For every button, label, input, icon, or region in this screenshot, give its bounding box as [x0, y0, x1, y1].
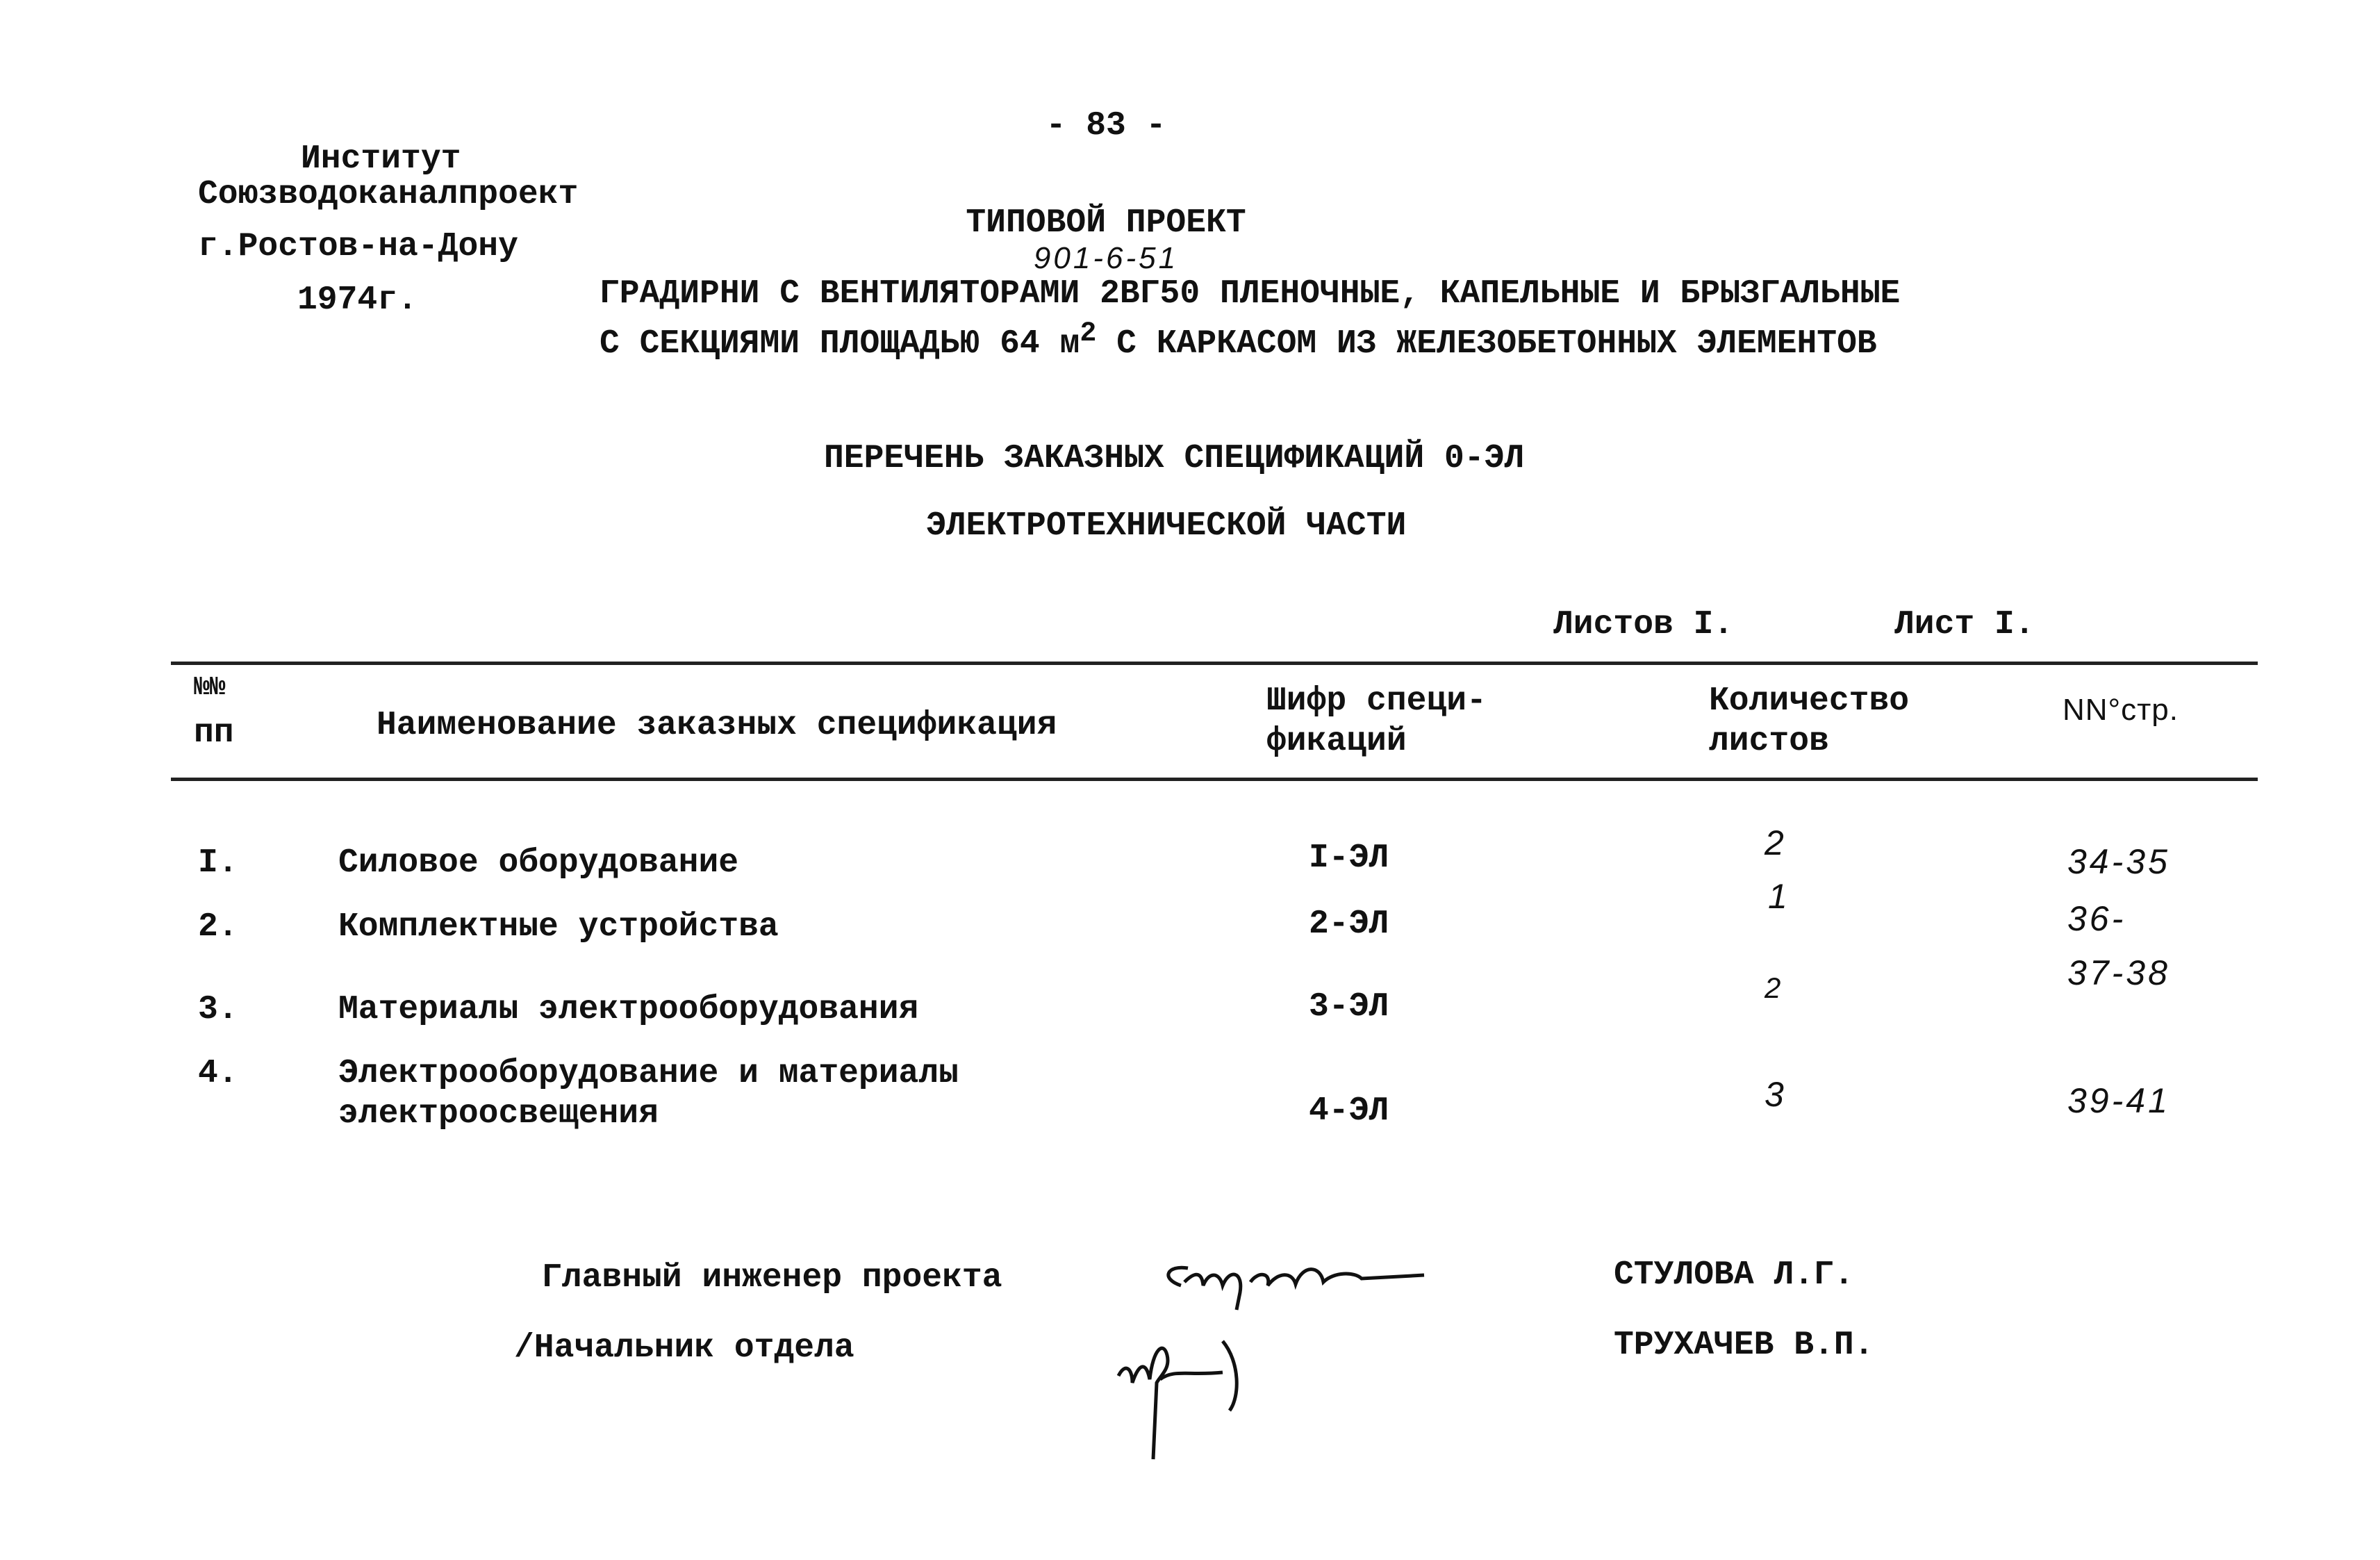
institute-label: Институт	[301, 140, 461, 178]
chief-engineer-name: СТУЛОВА Л.Г.	[1614, 1256, 1854, 1294]
row-qty: 2	[1765, 823, 1787, 862]
sheets-total: Листов I.	[1553, 606, 1734, 643]
row-name: Силовое оборудование	[338, 844, 739, 882]
header-num-2: пп	[194, 714, 234, 752]
row-num: I.	[198, 844, 238, 882]
row-qty: 1	[1768, 877, 1790, 916]
signature-chief-engineer	[1153, 1244, 1445, 1320]
header-num-1: №№	[194, 673, 226, 703]
sheet-number: Лист I.	[1894, 606, 2035, 643]
row-name: Материалы электрооборудования	[338, 991, 919, 1028]
header-qty-1: Количество	[1709, 682, 1910, 720]
table-top-rule	[171, 662, 2258, 665]
row-pages: 37-38	[2067, 953, 2170, 992]
page-number: - 83 -	[1046, 107, 1166, 145]
row-code: 4-ЭЛ	[1309, 1092, 1389, 1130]
row-pages: 34-35	[2067, 842, 2170, 881]
table-header-rule	[171, 778, 2258, 781]
institute-year: 1974г.	[297, 281, 418, 319]
project-title-line2: С СЕКЦИЯМИ ПЛОЩАДЬЮ 64 $м^2$ С КАРКАСОМ ИЗ ЖЕЛЕЗОБЕТОННЫХ ЭЛЕМЕНТОВ	[600, 318, 1877, 363]
row-name: Комплектные устройства	[338, 908, 779, 946]
header-pages: NN°стр.	[2063, 693, 2179, 727]
header-qty-2: листов	[1709, 723, 1829, 760]
row-code: 2-ЭЛ	[1309, 905, 1389, 943]
institute-name: Союзводоканалпроект	[198, 176, 579, 213]
heading-line2: ЭЛЕКТРОТЕХНИЧЕСКОЙ ЧАСТИ	[926, 507, 1407, 545]
institute-city: г.Ростов-на-Дону	[198, 228, 518, 265]
department-head-name: ТРУХАЧЕВ В.П.	[1614, 1327, 1874, 1364]
header-code-1: Шифр специ-	[1266, 682, 1487, 720]
row-qty: 2	[1765, 971, 1784, 1004]
row-name: Электрооборудование и материалы	[338, 1055, 959, 1092]
chief-engineer-role: Главный инженер проекта	[542, 1259, 1002, 1297]
header-name: Наименование заказных спецификация	[377, 707, 1057, 744]
row-pages: 36-	[2067, 899, 2126, 938]
heading-line1: ПЕРЕЧЕНЬ ЗАКАЗНЫХ СПЕЦИФИКАЦИЙ 0-ЭЛ	[824, 440, 1525, 477]
row-pages: 39-41	[2067, 1081, 2170, 1120]
row-num: 4.	[198, 1055, 238, 1092]
department-head-role: /Начальник отдела	[514, 1329, 854, 1367]
header-code-2: фикаций	[1266, 723, 1407, 760]
signature-department-head	[1112, 1320, 1250, 1459]
project-title-line1: ГРАДИРНИ С ВЕНТИЛЯТОРАМИ 2ВГ50 ПЛЕНОЧНЫЕ, КАПЕЛЬНЫЕ И БРЫЗГАЛЬНЫЕ	[600, 275, 1901, 313]
project-label: ТИПОВОЙ ПРОЕКТ	[966, 204, 1246, 242]
row-num: 3.	[198, 991, 238, 1028]
row-num: 2.	[198, 908, 238, 946]
row-code: I-ЭЛ	[1309, 839, 1389, 877]
row-code: 3-ЭЛ	[1309, 988, 1389, 1026]
row-name-cont: электроосвещения	[338, 1095, 659, 1133]
row-qty: 3	[1765, 1075, 1787, 1114]
project-number: 901-6-51	[1033, 241, 1179, 275]
